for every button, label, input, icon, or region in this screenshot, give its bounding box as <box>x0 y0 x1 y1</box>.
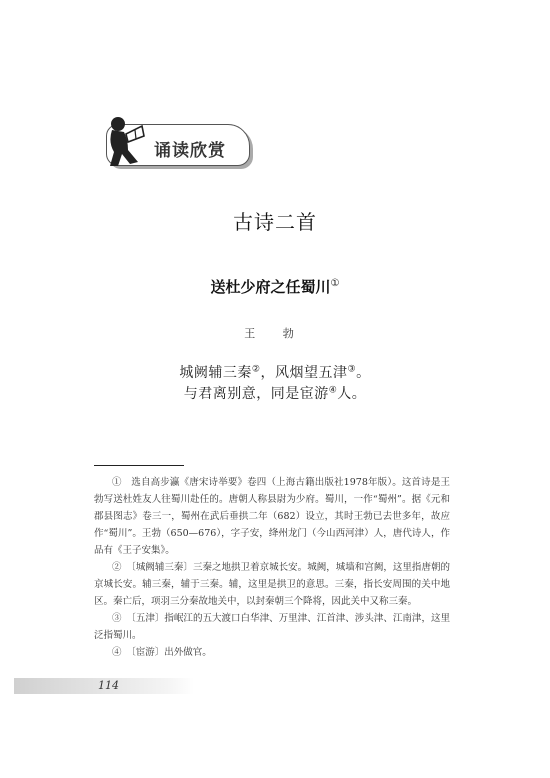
poem-text: 。 <box>356 365 371 381</box>
section-banner <box>94 112 252 170</box>
poem-title <box>0 276 550 297</box>
footnote-marker: ③ <box>347 364 357 375</box>
footnote-marker: ④ <box>328 385 338 396</box>
footnote-marker: ② <box>251 364 261 375</box>
poem-text: 与君离别意，同是宦游 <box>183 386 329 402</box>
footnote-divider <box>94 465 184 466</box>
footnote-2: ② 〔城阙辅三秦〕三秦之地拱卫着京城长安。城阙，城墙和宫阙，这里指唐朝的京城长安。辅三秦，辅于三秦。辅，这里是拱卫的意思。三秦，指长安周围的关中地区。秦亡后，项羽三分秦故地关中，以封秦朝三个降将，因此关中又称三秦。 <box>94 562 450 607</box>
poem-text: ，风烟望五津 <box>260 365 348 381</box>
reading-figure-icon <box>104 112 150 170</box>
footnotes <box>94 474 450 661</box>
poem-author: 王 勃 <box>244 327 306 340</box>
poem-text: 城阙辅三秦 <box>179 365 252 381</box>
footnote-4: ④ 〔宦游〕出外做官。 <box>112 647 212 658</box>
poem-line-2 <box>0 383 550 403</box>
banner-label: 诵读欣赏 <box>154 141 226 161</box>
footnote-1: ① 选自高步瀛《唐宋诗举要》卷四（上海古籍出版社1978年版）。这首诗是王勃写送杜姓友人往蜀川赴任的。唐朝人称县尉为少府。蜀川，一作“蜀州”。据《元和郡县图志》卷三一，蜀州在武后垂拱二年（682）设立，其时王勃已去世多年，故应作“蜀川”。王勃（650—676），字子安，绛州龙门（今山西河津）人，唐代诗人，作品有《王子安集》。 <box>94 477 450 556</box>
page-title: 古诗二首 <box>233 210 317 234</box>
footnote-marker: ① <box>330 278 340 289</box>
poem-line-1 <box>0 362 550 382</box>
footnote-3: ③ 〔五津〕指岷江的五大渡口白华津、万里津、江首津、涉头津、江南津，这里泛指蜀川。 <box>94 613 450 641</box>
poem-text: 人。 <box>337 386 367 402</box>
page-number: 114 <box>98 679 119 692</box>
poem-title-text: 送杜少府之任蜀川 <box>210 278 331 296</box>
